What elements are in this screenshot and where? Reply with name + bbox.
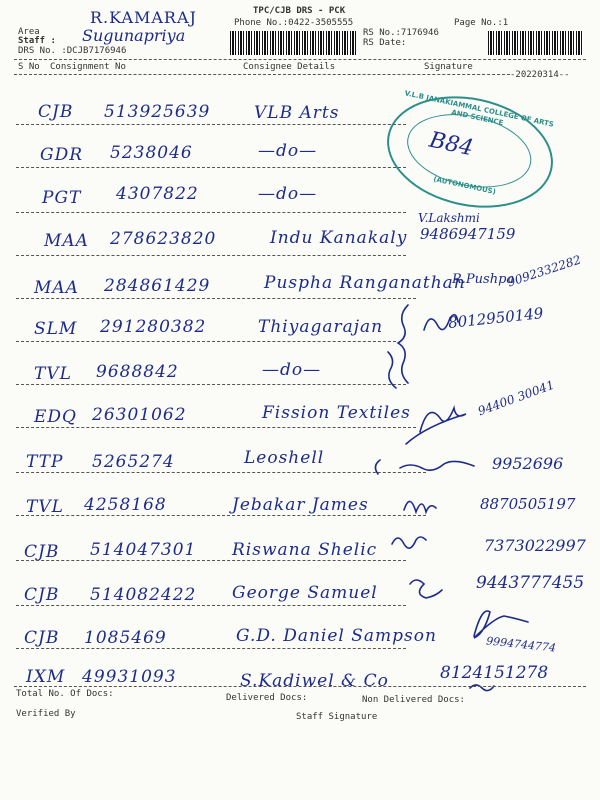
row-signature: R.Pushpa <box>452 272 515 287</box>
page-number: Page No.:1 <box>454 18 509 28</box>
row-consignee: Thiyagarajan <box>258 317 384 337</box>
row-consignee: Puspha Ranganathan <box>264 273 466 293</box>
verified-by-label: Verified By <box>16 709 76 719</box>
phone-number: Phone No.:0422-3505555 <box>234 18 354 28</box>
col-signature: Signature <box>424 62 473 72</box>
signature-scribble-11 <box>392 537 426 548</box>
row-number: 513925639 <box>104 102 211 122</box>
row-code: MAA <box>34 278 79 298</box>
row-code: MAA <box>44 231 89 251</box>
row-code: EDQ <box>34 407 77 427</box>
signature-scribble-13 <box>474 611 528 638</box>
row-consignee: Indu Kanakaly <box>270 228 408 248</box>
row-phone: 94400 30041 <box>476 377 557 419</box>
row-number: 278623820 <box>110 229 217 249</box>
staff-value: Sugunapriya <box>82 26 186 45</box>
signature-scribble-9 <box>375 460 474 474</box>
area-value: R.KAMARAJ <box>90 8 197 27</box>
seal-sub: (AUTONOMOUS) <box>432 175 497 197</box>
signature-scribble-8 <box>406 408 466 444</box>
row-signature: V.Lakshmi <box>418 211 480 225</box>
rs-number: RS No.:7176946 <box>363 28 439 38</box>
row-number: 9688842 <box>96 362 179 382</box>
signature-scribble-12 <box>410 580 442 598</box>
total-docs-label: Total No. Of Docs: <box>16 689 114 699</box>
row-code: TVL <box>26 497 64 517</box>
row-number: 514047301 <box>90 540 197 560</box>
row-code: CJB <box>24 585 60 605</box>
rs-date: RS Date: <box>363 38 407 48</box>
row-number: 1085469 <box>84 628 167 648</box>
row-phone: 7373022997 <box>484 536 586 555</box>
row-code: PGT <box>42 188 82 208</box>
staff-label: Staff : <box>18 36 56 46</box>
col-consignee-details: Consignee Details <box>243 62 336 72</box>
row-number: 4307822 <box>116 184 199 204</box>
area-label: Area <box>18 27 40 37</box>
row-number: 49931093 <box>82 667 177 687</box>
document-title: TPC/CJB DRS - PCK <box>253 6 346 16</box>
row-number: 5238046 <box>110 143 193 163</box>
row-consignee: George Samuel <box>232 583 378 603</box>
footer-rule <box>14 686 586 687</box>
row-phone: 8012950149 <box>447 304 545 332</box>
col-s-no: S No <box>18 62 40 72</box>
staff-signature-label: Staff Signature <box>296 712 378 722</box>
row-phone: 9952696 <box>492 454 564 473</box>
row-code: SLM <box>34 319 78 339</box>
row-number: 26301062 <box>92 405 187 425</box>
row-consignee: Fission Textiles <box>262 403 411 423</box>
signature-scribble-10 <box>404 501 436 512</box>
non-delivered-docs-label: Non Delivered Docs: <box>362 695 465 705</box>
col-consignment-no: Consignment No <box>50 62 126 72</box>
row-phone: 9486947159 <box>420 225 516 243</box>
row-phone: 9092332282 <box>505 252 583 290</box>
row-consignee: G.D. Daniel Sampson <box>236 626 437 646</box>
drs-number: DRS No. :DCJB7176946 <box>18 46 127 56</box>
row-number: 514082422 <box>90 585 197 605</box>
row-code: TVL <box>34 364 72 384</box>
row-code: TTP <box>26 452 64 472</box>
row-consignee: S.Kadiwel & Co <box>240 671 389 691</box>
row-consignee: —do— <box>258 141 318 161</box>
row-number: 291280382 <box>100 317 207 337</box>
row-consignee: —do— <box>258 184 318 204</box>
row-consignee: Riswana Shelic <box>232 540 378 560</box>
row-code: CJB <box>24 542 60 562</box>
row-number: 4258168 <box>84 495 167 515</box>
delivered-docs-label: Delivered Docs: <box>226 693 308 703</box>
signature-bracket-6 <box>388 352 396 388</box>
seal-initials: B84 <box>427 127 476 162</box>
row-phone: 8124151278 <box>440 663 549 683</box>
row-consignee: Jebakar James <box>232 495 369 515</box>
row-number: 284861429 <box>104 276 211 296</box>
date-stamp: -20220314-- <box>510 70 570 80</box>
row-phone: 9994744774 <box>485 634 557 655</box>
row-consignee: Leoshell <box>244 448 325 468</box>
row-phone: 8870505197 <box>480 495 576 513</box>
row-number: 5265274 <box>92 452 175 472</box>
signature-bracket-5 <box>398 305 408 383</box>
signature-scribble-6 <box>424 315 458 330</box>
seal-text: V.L.B JANAKIAMMAL COLLEGE OF ARTS AND SCIENCE <box>403 89 555 129</box>
row-code: IXM <box>26 667 66 687</box>
row-phone: 9443777455 <box>476 573 585 593</box>
row-consignee: —do— <box>262 360 322 380</box>
row-code: CJB <box>38 102 74 122</box>
row-code: CJB <box>24 628 60 648</box>
row-consignee: VLB Arts <box>254 103 340 123</box>
row-code: GDR <box>40 145 84 165</box>
